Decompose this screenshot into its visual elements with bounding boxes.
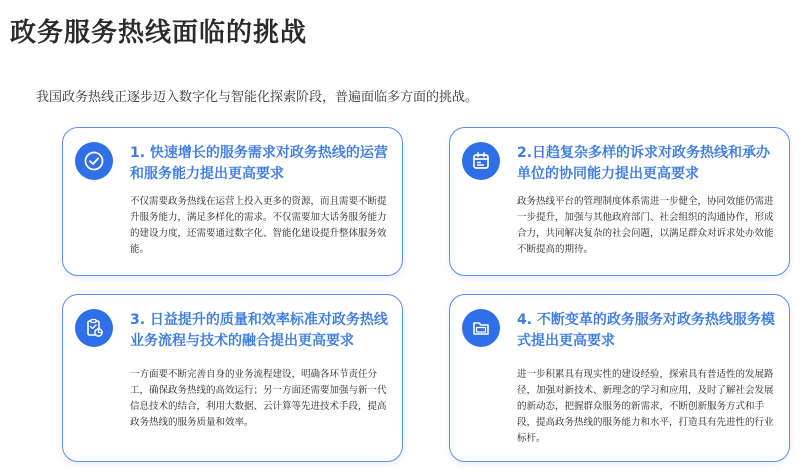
check-circle-icon <box>75 142 113 180</box>
challenge-card-3 <box>62 294 403 462</box>
card-body: 进一步积累具有现实性的建设经验，探索具有普适性的发展路径，加强对新技术、新理念的学习和应用，及时了解社会发展的新动态，把握群众服务的新需求，不断创新服务方式和手段，提高政务热线的服务能力和水平，打造具有先进性的行业标杆。 <box>517 369 774 444</box>
page-subtitle: 我国政务热线正逐步迈入数字化与智能化探索阶段，普遍面临多方面的挑战。 <box>36 90 479 105</box>
card-body: 一方面要不断完善自身的业务流程建设，明确各环节责任分工，确保政务热线的高效运行；另一方面还需要加强与新一代信息技术的结合，利用大数据、云计算等先进技术手段，提高政务热线的服务质量和效率。 <box>130 369 387 428</box>
challenge-card-2 <box>449 127 790 276</box>
calendar-icon <box>462 142 500 180</box>
challenge-card-4 <box>449 294 790 462</box>
clipboard-chart-icon <box>75 309 113 347</box>
card-body: 政务热线平台的管理制度体系需进一步健全，协同效能仍需进一步提升，加强与其他政府部门、社会组织的沟通协作，形成合力，共同解决复杂的社会问题，以满足群众对诉求处办效能不断提高的期待。 <box>517 196 774 255</box>
card-body: 不仅需要政务热线在运营上投入更多的资源，而且需要不断提升服务能力，满足多样化的需求。不仅需要加大话务服务能力的建设力度，还需要通过数字化、智能化建设提升整体服务效能。 <box>130 196 387 255</box>
card-title: 4. 不断变革的政务服务对政务热线服务模式提出更高要求 <box>517 312 775 349</box>
document-folder-icon <box>462 309 500 347</box>
challenge-card-1 <box>62 127 403 276</box>
card-title: 2.日趋复杂多样的诉求对政务热线和承办单位的协同能力提出更高要求 <box>517 145 771 182</box>
card-title: 3. 日益提升的质量和效率标准对政务热线业务流程与技术的融合提出更高要求 <box>130 312 388 349</box>
page-title: 政务服务热线面临的挑战 <box>10 18 308 48</box>
card-title: 1. 快速增长的服务需求对政务热线的运营和服务能力提出更高要求 <box>130 145 388 182</box>
